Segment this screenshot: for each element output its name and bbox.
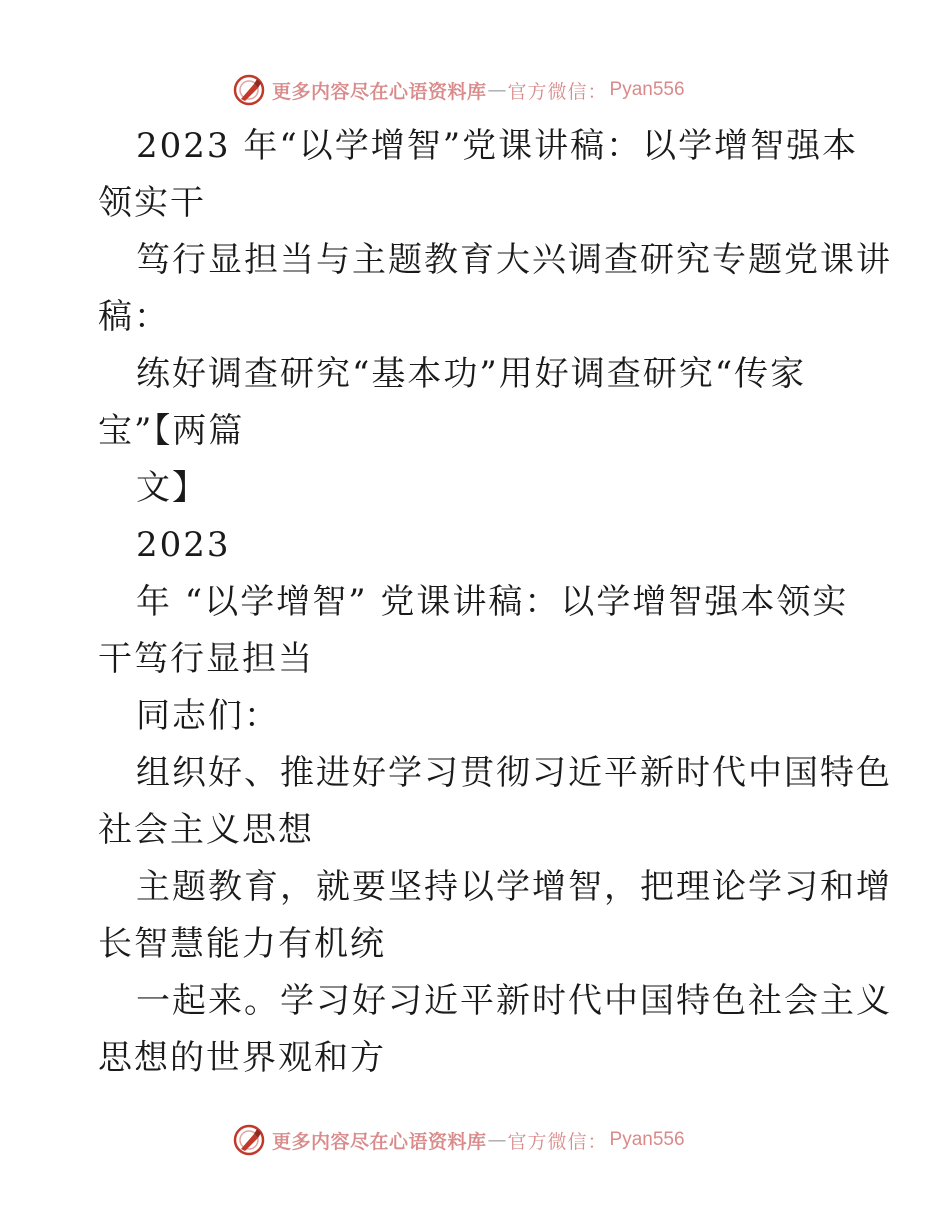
footer-banner [232, 1120, 685, 1160]
text-line: 文】 [136, 468, 208, 508]
paragraph [98, 973, 892, 1087]
text-line: 长智慧能力有机统 [98, 924, 386, 964]
text-line: 2023 [136, 525, 231, 565]
banner-main-text: 更多内容尽在心语资料库 [272, 80, 487, 103]
paragraph [98, 517, 858, 574]
banner-dash: — [487, 79, 507, 101]
document-body [98, 118, 892, 1087]
paragraph [98, 745, 892, 859]
text-line: 思想的世界观和方 [98, 1038, 386, 1078]
text-line: 社会主义思想 [98, 810, 314, 850]
text-line: 干笃行显担当 [98, 639, 314, 679]
text-line: 稿： [98, 297, 170, 337]
text-line: 领实干 [98, 183, 206, 223]
paragraph [98, 232, 892, 346]
banner-official-label: 官方微信： [507, 1130, 608, 1153]
paragraph [98, 574, 858, 688]
banner-main-text: 更多内容尽在心语资料库 [272, 1130, 487, 1153]
text-line: 主题教育，就要坚持以学增智，把理论学习和增 [136, 867, 892, 907]
text-line: 2023 年“以学增智”党课讲稿：以学增智强本 [136, 126, 859, 166]
text-line: 宝”【两篇 [98, 411, 245, 451]
pen-logo-icon [232, 73, 266, 107]
banner-dash: — [487, 1129, 507, 1151]
text-line: 同志们： [136, 696, 280, 736]
paragraph [98, 688, 858, 745]
paragraph [98, 118, 858, 232]
paragraph [98, 859, 892, 973]
text-line: 笃行显担当与主题教育大兴调查研究专题党课讲 [136, 240, 892, 280]
pen-logo-icon [232, 1123, 266, 1157]
text-line: 练好调查研究“基本功”用好调查研究“传家 [136, 354, 807, 394]
text-line: 一起来。学习好习近平新时代中国特色社会主义 [136, 981, 892, 1021]
header-banner [232, 70, 685, 110]
paragraph [98, 346, 858, 460]
text-line: 组织好、推进好学习贯彻习近平新时代中国特色 [136, 753, 892, 793]
banner-wechat-id: Pyan556 [609, 1129, 685, 1150]
banner-official-label: 官方微信： [507, 80, 608, 103]
text-line: 年 “以学增智” 党课讲稿：以学增智强本领实 [136, 582, 849, 622]
banner-wechat-id: Pyan556 [609, 79, 685, 100]
paragraph [98, 460, 858, 517]
